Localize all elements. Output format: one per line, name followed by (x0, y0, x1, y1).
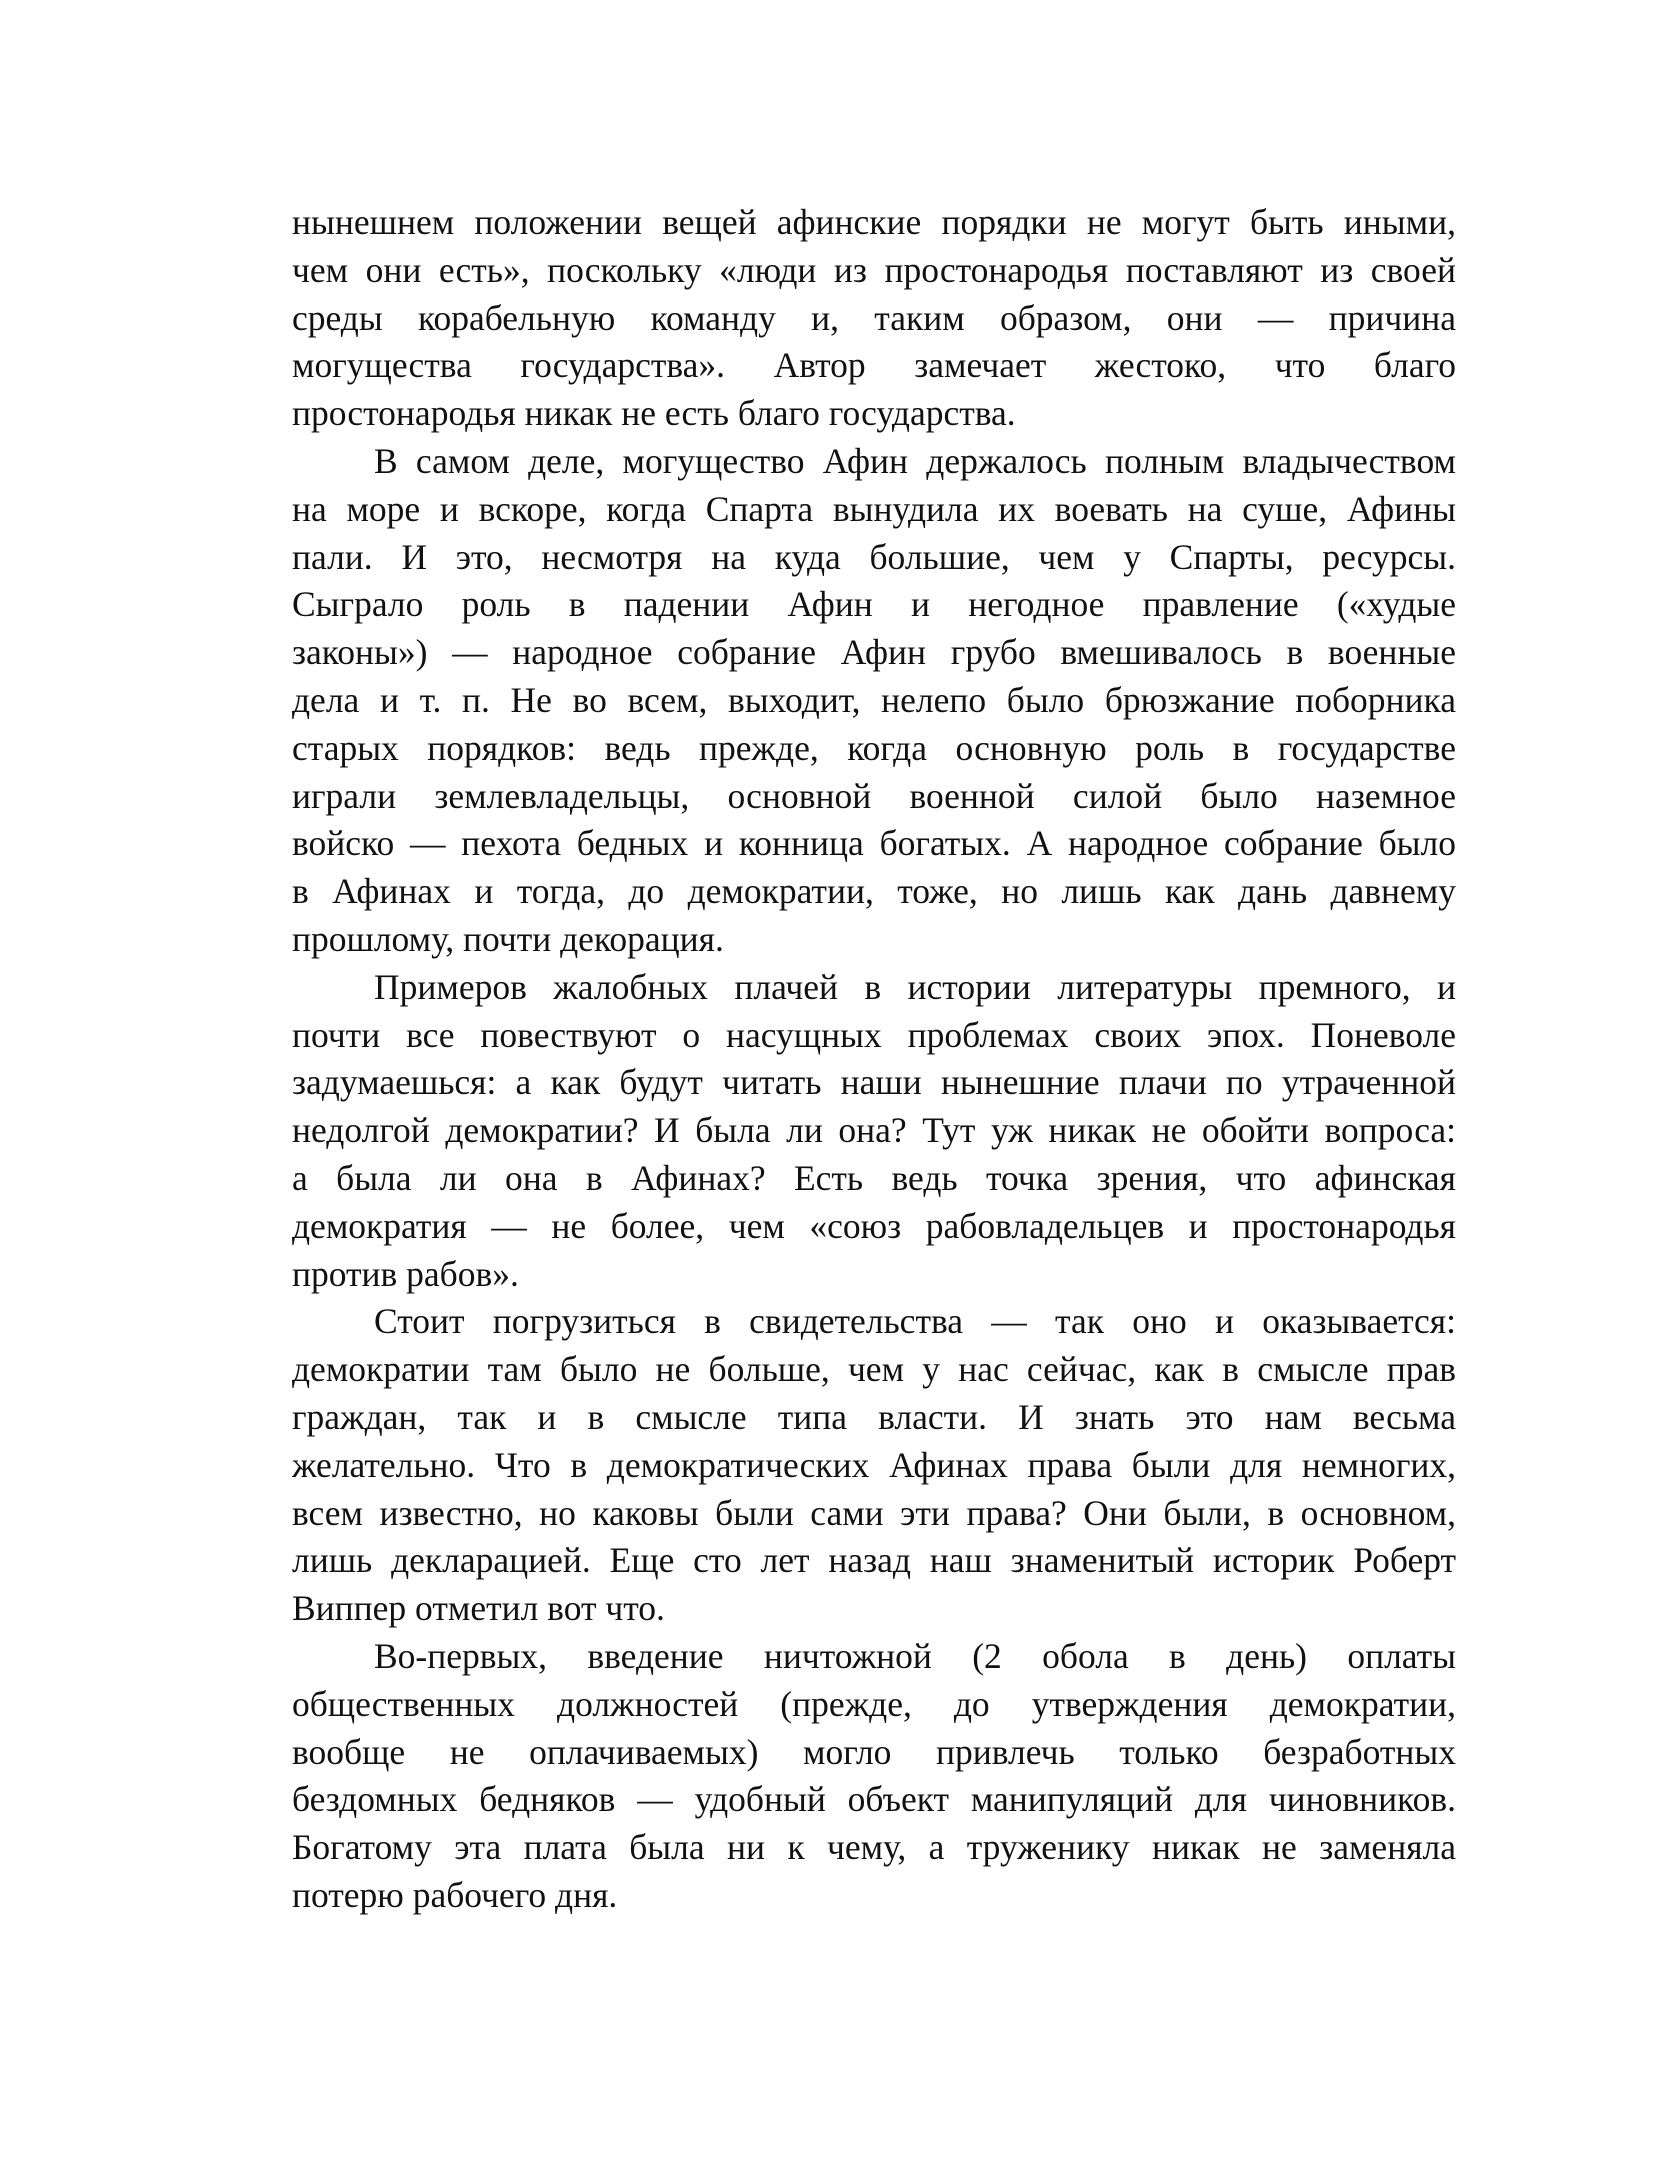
text-line: лишь декларацией. Еще сто лет назад наш знаменитый историк Роберт (292, 1540, 1456, 1581)
text-line: демократия — не более, чем «союз рабовладельцев и простонародья (292, 1205, 1456, 1246)
text-line: Стоит погрузиться в свидетельства — так оно и оказывается: (374, 1301, 1456, 1342)
text-line: законы») — народное собрание Афин грубо вмешивалось в военные (292, 632, 1456, 673)
text-line: прошлому, почти декорация. (292, 918, 724, 959)
text-line: старых порядков: ведь прежде, когда основную роль в государстве (292, 727, 1456, 768)
paragraph-4 (210, 1298, 1456, 1633)
text-line: Во-первых, введение ничтожной (2 обола в день) оплаты (374, 1635, 1456, 1676)
text-line: а была ли она в Афинах? Есть ведь точка зрения, что афинская (292, 1157, 1456, 1198)
text-line: в Афинах и тогда, до демократии, тоже, но лишь как дань давнему (292, 871, 1456, 912)
text-line: граждан, так и в смысле типа власти. И знать это нам весьма (292, 1396, 1456, 1437)
text-line: пали. И это, несмотря на куда большие, чем у Спарты, ресурсы. (292, 536, 1456, 577)
paragraph-5 (210, 1633, 1456, 1920)
text-line: вообще не оплачиваемых) могло привлечь только безработных (292, 1731, 1456, 1772)
text-line: играли землевладельцы, основной военной силой было наземное (292, 775, 1456, 816)
text-line: могущества государства». Автор замечает жестоко, что благо (292, 345, 1456, 386)
text-line: войско — пехота бедных и конница богатых. А народное собрание было (292, 823, 1456, 864)
body-text (210, 199, 1456, 1920)
text-line: общественных должностей (прежде, до утверждения демократии, (292, 1683, 1456, 1724)
text-line: простонародья никак не есть благо государства. (292, 393, 1016, 434)
text-line: почти все повествуют о насущных проблемах своих эпох. Поневоле (292, 1014, 1456, 1055)
text-line: Примеров жалобных плачей в истории литературы премного, и (374, 966, 1456, 1007)
text-line: против рабов». (292, 1253, 519, 1294)
text-line: среды корабельную команду и, таким образом, они — причина (292, 297, 1456, 338)
text-line: бездомных бедняков — удобный объект манипуляций для чиновников. (292, 1779, 1456, 1820)
text-line: Богатому эта плата была ни к чему, а труженику никак не заменяла (292, 1827, 1456, 1868)
text-line: чем они есть», поскольку «люди из простонародья поставляют из своей (292, 249, 1456, 290)
text-line: В самом деле, могущество Афин держалось полным владычеством (374, 440, 1456, 481)
text-line: потерю рабочего дня. (292, 1874, 618, 1915)
text-line: желательно. Что в демократических Афинах права были для немногих, (292, 1444, 1456, 1485)
paragraph-1 (210, 199, 1456, 438)
text-line: демократии там было не больше, чем у нас сейчас, как в смысле прав (292, 1349, 1456, 1390)
text-line: Сыграло роль в падении Афин и негодное правление («худые (292, 584, 1456, 625)
text-line: недолгой демократии? И была ли она? Тут уж никак не обойти вопроса: (292, 1110, 1456, 1151)
text-line: дела и т. п. Не во всем, выходит, нелепо было брюзжание поборника (292, 679, 1456, 720)
text-line: на море и вскоре, когда Спарта вынудила их воевать на суше, Афины (292, 488, 1456, 529)
text-line: задумаешься: а как будут читать наши нынешние плачи по утраченной (292, 1062, 1456, 1103)
paragraph-2 (210, 438, 1456, 964)
text-line: всем известно, но каковы были сами эти права? Они были, в основном, (292, 1492, 1456, 1533)
paragraph-3 (210, 964, 1456, 1299)
text-line: нынешнем положении вещей афинские порядки не могут быть иными, (292, 202, 1456, 242)
text-line: Виппер отметил вот что. (292, 1588, 665, 1629)
